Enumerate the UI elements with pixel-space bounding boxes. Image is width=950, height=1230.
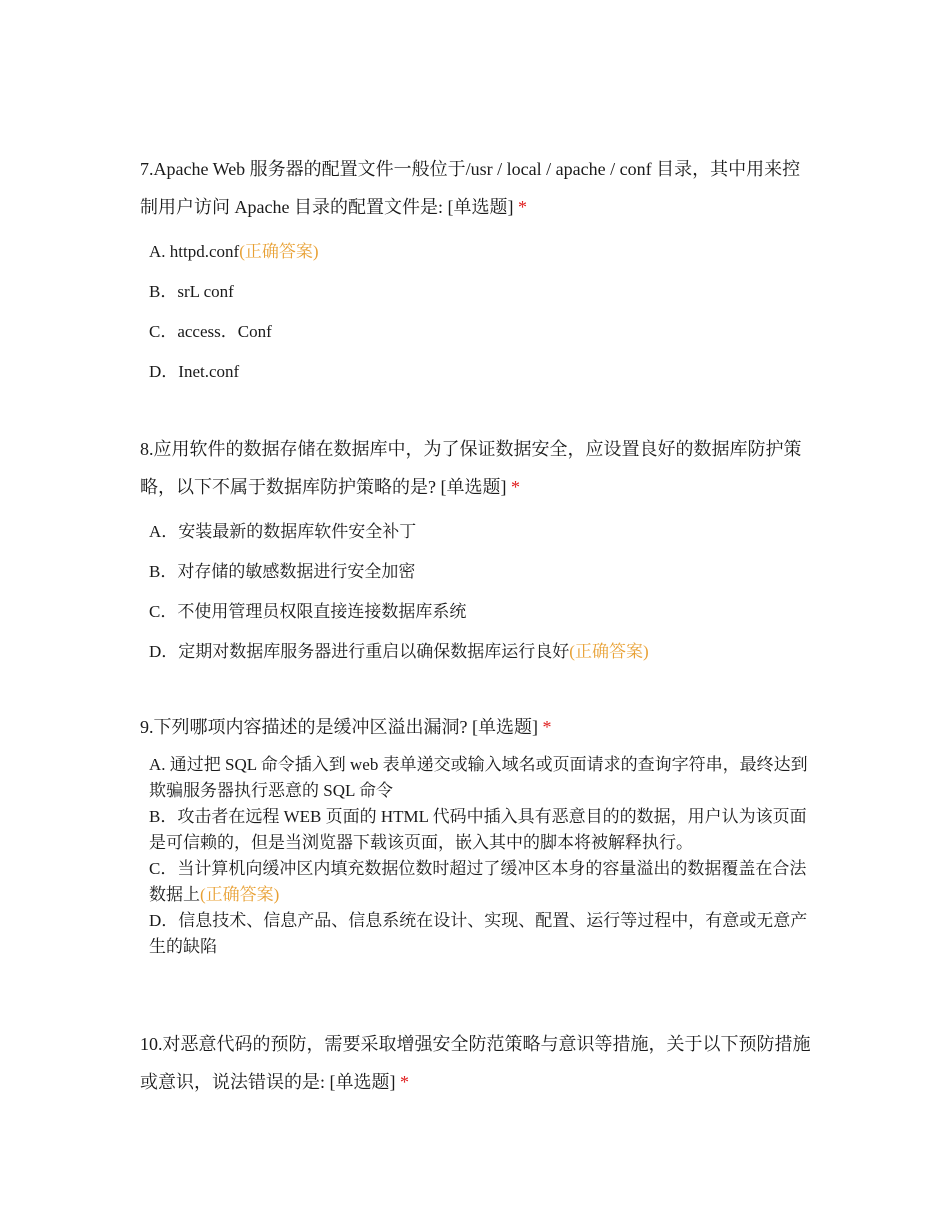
question-title bbox=[140, 1025, 812, 1101]
option-b bbox=[149, 552, 812, 592]
option-b bbox=[149, 272, 812, 312]
required-mark: * bbox=[542, 717, 552, 737]
option-b bbox=[149, 804, 812, 856]
option-list bbox=[149, 752, 812, 960]
question-number: 10. bbox=[140, 1034, 163, 1054]
question-text: 应用软件的数据存储在数据库中，为了保证数据安全，应设置良好的数据库防护策略，以下不属于数据库防护策略的是? bbox=[140, 439, 802, 497]
question-7 bbox=[140, 150, 812, 392]
question-number: 7. bbox=[140, 159, 154, 179]
question-title bbox=[140, 430, 812, 506]
option-a bbox=[149, 752, 812, 804]
option-a bbox=[149, 512, 812, 552]
question-type: [单选题] bbox=[472, 717, 538, 737]
option-text: D．Inet.conf bbox=[149, 362, 240, 381]
question-type: [单选题] bbox=[447, 197, 514, 217]
option-text: C．当计算机向缓冲区内填充数据位数时超过了缓冲区本身的容量溢出的数据覆盖在合法数据上 bbox=[149, 859, 807, 904]
option-c bbox=[149, 312, 812, 352]
option-a bbox=[149, 232, 812, 272]
option-list bbox=[149, 232, 812, 392]
question-text: 对恶意代码的预防，需要采取增强安全防范策略与意识等措施，关于以下预防措施或意识，说法错误的是: bbox=[140, 1034, 811, 1092]
option-text: B．攻击者在远程 WEB 页面的 HTML 代码中插入具有恶意目的的数据，用户认为该页面是可信赖的，但是当浏览器下载该页面，嵌入其中的脚本将被解释执行。 bbox=[149, 807, 807, 852]
question-10 bbox=[140, 1025, 812, 1101]
question-type: [单选题] bbox=[440, 477, 507, 497]
correct-answer-tag: (正确答案) bbox=[569, 642, 649, 661]
option-text: C．access．Conf bbox=[149, 322, 272, 341]
option-text: C．不使用管理员权限直接连接数据库系统 bbox=[149, 602, 467, 621]
question-type: [单选题] bbox=[329, 1072, 396, 1092]
question-8 bbox=[140, 430, 812, 672]
required-mark: * bbox=[517, 197, 527, 217]
option-text: D．定期对数据库服务器进行重启以确保数据库运行良好 bbox=[149, 642, 570, 661]
option-text: A．安装最新的数据库软件安全补丁 bbox=[149, 522, 417, 541]
question-number: 9. bbox=[140, 717, 154, 737]
option-d bbox=[149, 908, 812, 960]
question-9 bbox=[140, 708, 812, 960]
correct-answer-tag: (正确答案) bbox=[200, 885, 280, 904]
question-text: 下列哪项内容描述的是缓冲区溢出漏洞? bbox=[153, 717, 468, 737]
option-c bbox=[149, 592, 812, 632]
question-text: Apache Web 服务器的配置文件一般位于/usr / local / apache / conf 目录，其中用来控制用户访问 Apache 目录的配置文件是: bbox=[140, 159, 801, 217]
option-text: A. 通过把 SQL 命令插入到 web 表单递交或输入域名或页面请求的查询字符串，最终达到欺骗服务器执行恶意的 SQL 命令 bbox=[149, 755, 808, 800]
required-mark: * bbox=[511, 477, 520, 497]
option-text: A. httpd.conf bbox=[149, 242, 240, 261]
required-mark: * bbox=[400, 1072, 409, 1092]
option-text: B．srL conf bbox=[149, 282, 234, 301]
option-list bbox=[149, 512, 812, 672]
question-title bbox=[140, 708, 812, 746]
option-d bbox=[149, 352, 812, 392]
question-title bbox=[140, 150, 812, 226]
correct-answer-tag: (正确答案) bbox=[239, 242, 319, 261]
option-c bbox=[149, 856, 812, 908]
option-text: D．信息技术、信息产品、信息系统在设计、实现、配置、运行等过程中，有意或无意产生的缺陷 bbox=[149, 911, 808, 956]
question-number: 8. bbox=[140, 439, 154, 459]
option-d bbox=[149, 632, 812, 672]
option-text: B．对存储的敏感数据进行安全加密 bbox=[149, 562, 416, 581]
